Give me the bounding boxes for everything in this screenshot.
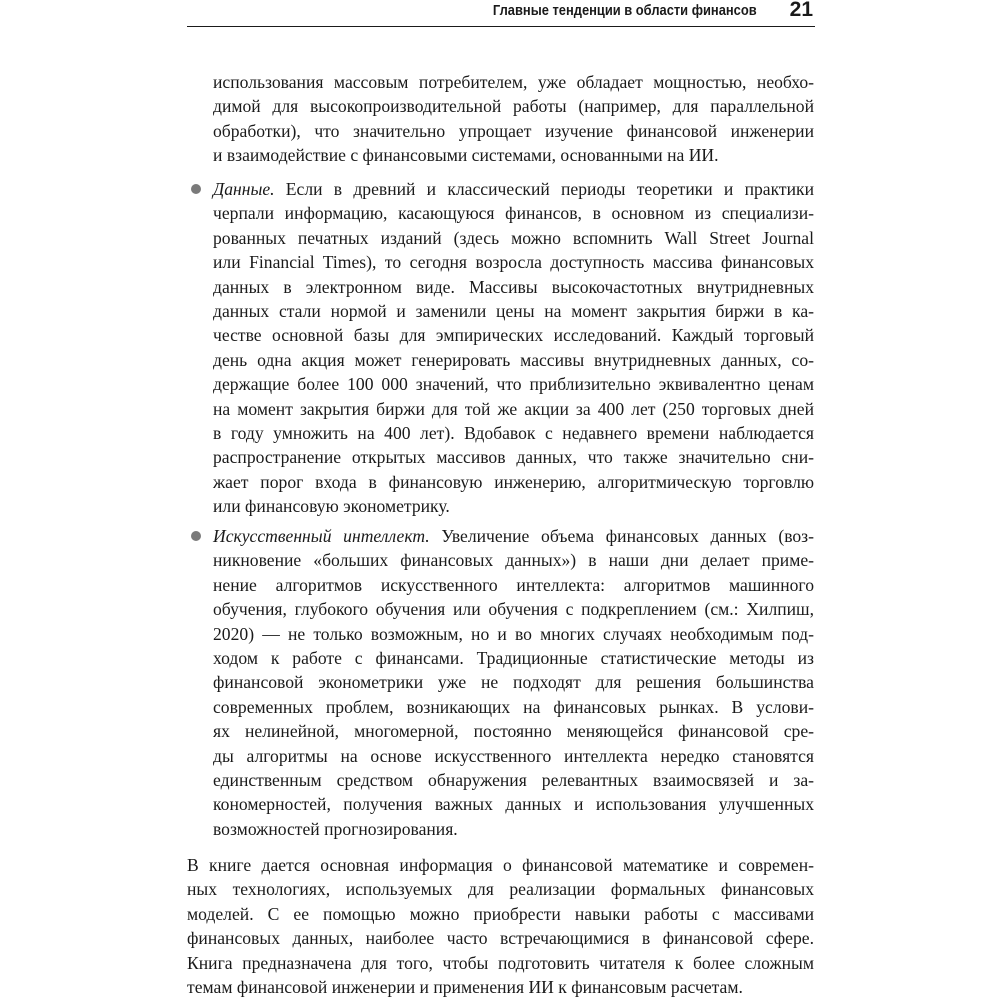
bullet-item-data (213, 177, 814, 518)
text-line: на момент закрытия биржи для той же акции за 400 лет (250 торговых дней (213, 398, 814, 419)
text-line: финансовых данных, наиболее часто встречающимися в финансовой сфере. (187, 928, 814, 949)
bullet-first-line-text: Увеличение объема финансовых данных (воз- (429, 526, 814, 546)
bullet-term: Данные. (213, 179, 275, 199)
text-line: использования массовым потребителем, уже обладает мощностью, необхо- (213, 72, 814, 92)
text-line: жает порог входа в финансовую инженерию, алгоритмическую торговлю (213, 471, 814, 492)
bullet-icon (191, 184, 201, 194)
text-line: обработки), что значительно упрощает изучение финансовой инженерии (213, 120, 814, 141)
text-line: или финансовую эконометрику. (213, 496, 450, 517)
text-line: данных в электронном виде. Массивы высокочастотных внутридневных (213, 276, 814, 297)
book-page (187, 0, 815, 1000)
text-line: держащие более 100 000 значений, что приблизительно эквивалентно ценам (213, 374, 814, 395)
text-line: возможностей прогнозирования. (213, 818, 458, 839)
text-line: единственным средством обнаружения релевантных взаимосвязей и за- (213, 769, 814, 790)
text-line: в году умножить на 400 лет). Вдобавок с недавнего времени наблюдается (213, 422, 814, 443)
text-line: ходом к работе с финансами. Традиционные статистические методы из (213, 647, 814, 668)
text-line: ных технологиях, используемых для реализации формальных финансовых (187, 879, 814, 900)
text-line: честве основной базы для эмпирических исследований. Каждый торговый (213, 325, 814, 346)
text-line: димой для высокопроизводительной работы (например, для параллельной (213, 96, 814, 117)
text-line: рованных печатных изданий (здесь можно вспомнить Wall Street Journal (213, 227, 814, 248)
bullet-icon (191, 531, 201, 541)
text-line: никновение «больших финансовых данных») в наши дни делает приме- (213, 550, 814, 571)
text-line: день одна акция может генерировать массивы внутридневных данных, со- (213, 349, 814, 370)
running-title: Главные тенденции в области финансов (493, 2, 757, 19)
closing-paragraph (187, 853, 814, 999)
page-number: 21 (789, 0, 813, 21)
text-line: черпали информацию, касающуюся финансов, в основном из специализи- (213, 203, 814, 224)
bullet-first-line (213, 177, 814, 201)
text-line: моделей. С ее помощью можно приобрести навыки работы с массивами (187, 903, 814, 924)
text-line: финансовой эконометрики уже не подходят для решения большинства (213, 672, 814, 693)
text-line: В книге дается основная информация о финансовой математике и современ- (187, 855, 814, 875)
text-line: обучения, глубокого обучения или обучения с подкреплением (см.: Хилпиш, (213, 599, 814, 620)
text-line: современных проблем, возникающих на финансовых рынках. В услови- (213, 696, 814, 717)
text-line: кономерностей, получения важных данных и использования улучшенных (213, 794, 814, 815)
text-line: или Financial Times), то сегодня возросла доступность массива финансовых (213, 252, 814, 273)
bullet-first-line-text: Если в древний и классический периоды теоретики и практики (274, 179, 814, 199)
continuation-paragraph (213, 70, 814, 168)
text-line: данных стали нормой и заменили цены на момент закрытия биржи в ка- (213, 300, 814, 321)
text-line: темам финансовой инженерии и применения ИИ к финансовым расчетам. (187, 976, 743, 997)
text-line: нение алгоритмов искусственного интеллекта: алгоритмов машинного (213, 574, 814, 595)
running-header (187, 0, 815, 27)
text-line: ях нелинейной, многомерной, постоянно меняющейся финансовой сре- (213, 721, 814, 742)
text-line: ды алгоритмы на основе искусственного интеллекта нередко становятся (213, 745, 814, 766)
text-line: Книга предназначена для того, чтобы подготовить читателя к более сложным (187, 952, 814, 973)
text-line: и взаимодействие с финансовыми системами, основанными на ИИ. (213, 145, 719, 166)
bullet-item-ai (213, 524, 814, 841)
bullet-first-line (213, 524, 814, 548)
text-line: распространение открытых массивов данных, что также значительно сни- (213, 447, 814, 468)
bullet-term: Искусственный интеллект. (213, 526, 430, 546)
text-line: 2020) — не только возможным, но и во многих случаях необходимым под- (213, 623, 814, 644)
